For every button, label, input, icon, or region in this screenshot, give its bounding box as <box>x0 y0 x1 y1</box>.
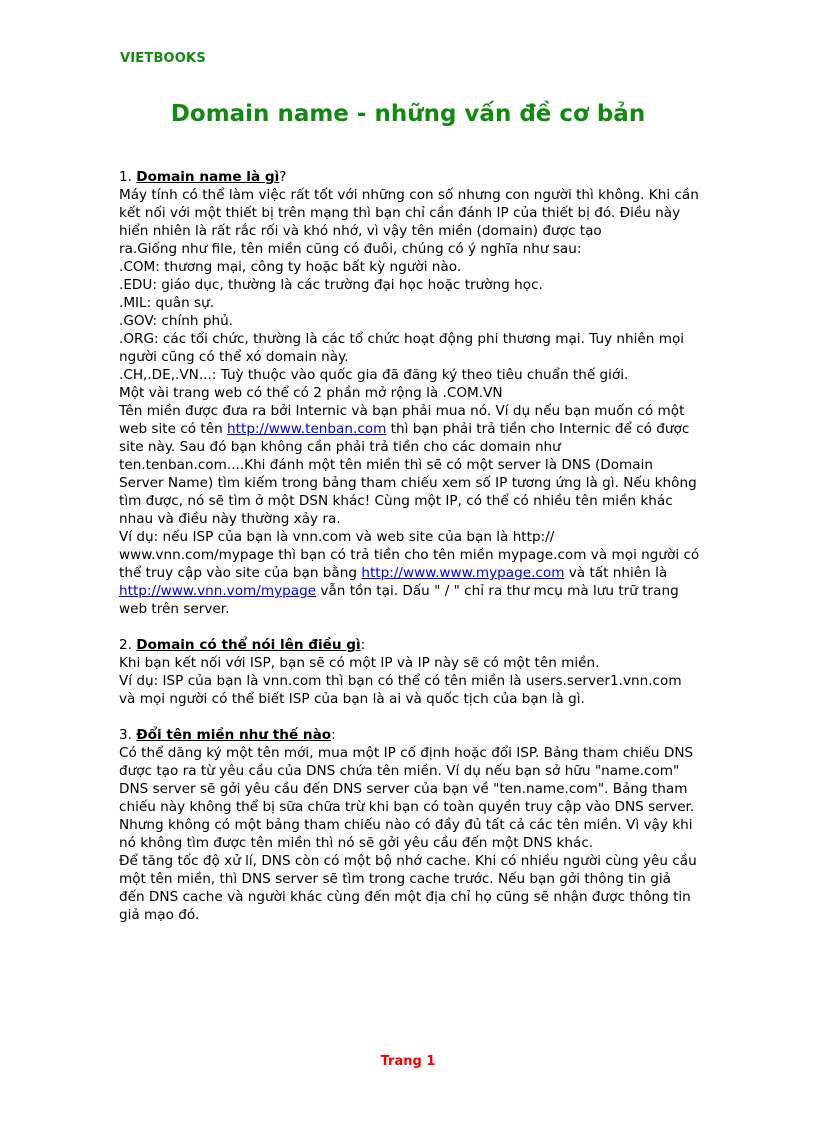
text-line: chiếu này không thể bị sữa chữa trừ khi bạn có toàn quyền truy cập vào DNS server. <box>119 799 695 815</box>
section-punct: : <box>331 727 336 743</box>
text-line: Nhưng không có một bảng tham chiếu nào có đầy đủ tất cả các tên miền. Vì vậy khi <box>119 817 693 833</box>
text-line: Máy tính có thể làm việc rất tốt với những con số nhưng con người thì không. Khi cần <box>119 187 699 203</box>
section-title: Domain name là gì <box>136 169 280 185</box>
text-line: một tên miền, thì DNS server sẽ tìm trong cache trước. Nếu bạn gởi thông tin giả <box>119 871 671 887</box>
text-line: giả mạo đó. <box>119 907 200 923</box>
text-line: ten.tenban.com....Khi đánh một tên miền thì sẽ có một server là DNS (Domain <box>119 457 653 473</box>
text-line: người cũng có thể xó domain này. <box>119 349 349 365</box>
text-line: Khi bạn kết nối với ISP, bạn sẽ có một IP và IP này sẽ có một tên miền. <box>119 655 600 671</box>
text-line: www.vnn.com/mypage thì bạn có trả tiền cho tên miền mypage.com và mọi người có <box>119 547 700 563</box>
text-line: được tạo ra từ yêu cầu của DNS chứa tên miền. Ví dụ nếu bạn sở hữu "name.com" <box>119 763 680 779</box>
text-line: site này. Sau đó bạn không cần phải trả tiền cho các domain như <box>119 439 561 455</box>
text-line: Server Name) tìm kiếm trong bảng tham chiếu xem số IP tương ứng là gì. Nếu không <box>119 475 697 491</box>
section-heading-3 <box>119 726 709 744</box>
text-span: vẫn tồn tại. Dấu " / " chỉ ra thư mcụ mà lưu trữ trang <box>316 583 679 599</box>
text-line: Tên miền được đưa ra bởi Internic và bạn phải mua nó. Ví dụ nếu bạn muốn có một <box>119 403 685 419</box>
vnn-mypage-link[interactable]: http://www.vnn.vom/mypage <box>119 583 317 599</box>
text-line: .GOV: chính phủ. <box>119 313 234 329</box>
text-line: web trên server. <box>119 601 230 617</box>
document-title: Domain name - những vấn đề cơ bản <box>170 101 646 127</box>
text-line: DNS server sẽ gởi yêu cầu đến DNS server của bạn về "ten.name.com". Bảng tham <box>119 781 688 797</box>
text-span: web site có tên <box>119 421 228 437</box>
text-line: Để tăng tốc độ xử lí, DNS còn có một bộ nhớ cache. Khi có nhiều người cùng yêu cầu <box>119 853 697 869</box>
paragraph-gap <box>119 708 709 726</box>
text-line: hiển nhiên là rất rắc rối và khó nhớ, vì vậy tên miền (domain) được tạo <box>119 223 602 239</box>
section-punct: : <box>360 637 366 653</box>
section-number: 2. <box>119 637 137 653</box>
text-line: Một vài trang web có thể có 2 phần mở rộng là .COM.VN <box>119 385 503 401</box>
text-line <box>119 420 709 438</box>
mypage-link[interactable]: http://www.www.mypage.com <box>361 565 565 581</box>
text-line: nó không tìm được tên miền thì nó sẽ gởi yêu cầu đến một DNS khác. <box>119 835 594 851</box>
text-line <box>119 582 709 600</box>
text-span: thì bạn phải trả tiền cho Internic để có được <box>386 421 690 437</box>
text-line: .ORG: các tổi chức, thường là các tổ chức hoạt động phi thương mại. Tuy nhiên mọi <box>119 331 685 347</box>
text-line: .COM: thương mại, công ty hoặc bất kỳ người nào. <box>119 259 462 275</box>
text-line: đến DNS cache và người khác cùng đến một địa chỉ họ cũng sẽ nhận được thông tin <box>119 889 691 905</box>
text-span: và tất nhiên là <box>564 565 668 581</box>
text-span: thể truy cập vào site của bạn bằng <box>119 565 362 581</box>
section-title: Đổi tên miền như thế nào <box>136 727 332 743</box>
brand-name: VIETBOOKS <box>120 51 206 66</box>
document-body <box>119 168 709 924</box>
text-line: .EDU: giáo dục, thường là các trường đại học hoặc trường học. <box>119 277 543 293</box>
text-line: và mọi người có thể biết ISP của bạn là ai và quốc tịch của bạn là gì. <box>119 691 585 707</box>
page-number: Trang 1 <box>380 1054 436 1069</box>
text-line: tìm được, nó sẽ tìm ở một DSN khác! Cùng một IP, có thể có nhiều tên miền khác <box>119 493 673 509</box>
text-line: .CH,.DE,.VN...: Tuỳ thuộc vào quốc gia đã đăng ký theo tiêu chuẩn thế giới. <box>119 367 629 383</box>
text-line: Ví dụ: ISP của bạn là vnn.com thì bạn có thể có tên miền là users.server1.vnn.com <box>119 673 682 689</box>
text-line: kết nối với một thiết bị trên mạng thì bạn chỉ cần đánh IP của thiết bị đó. Điều này <box>119 205 681 221</box>
tenban-link[interactable]: http://www.tenban.com <box>227 421 387 437</box>
text-line: .MIL: quân sự. <box>119 295 215 311</box>
paragraph-gap <box>119 618 709 636</box>
section-heading-2 <box>119 636 709 654</box>
text-line: Ví dụ: nếu ISP của bạn là vnn.com và web site của bạn là http:// <box>119 529 555 545</box>
section-number: 3. <box>119 727 137 743</box>
text-line <box>119 564 709 582</box>
section-title: Domain có thể nói lên điều gì <box>136 637 361 653</box>
text-line: Có thể dăng ký một tên mới, mua một IP cố định hoặc đổi ISP. Bảng tham chiếu DNS <box>119 745 694 761</box>
section-heading-1 <box>119 168 709 186</box>
section-number: 1. <box>119 169 137 185</box>
text-line: ra.Giống như file, tên miền cũng có đuôi, chúng có ý nghĩa như sau: <box>119 241 582 257</box>
text-line: nhau và điều này thường xảy ra. <box>119 511 341 527</box>
section-punct: ? <box>279 169 287 185</box>
